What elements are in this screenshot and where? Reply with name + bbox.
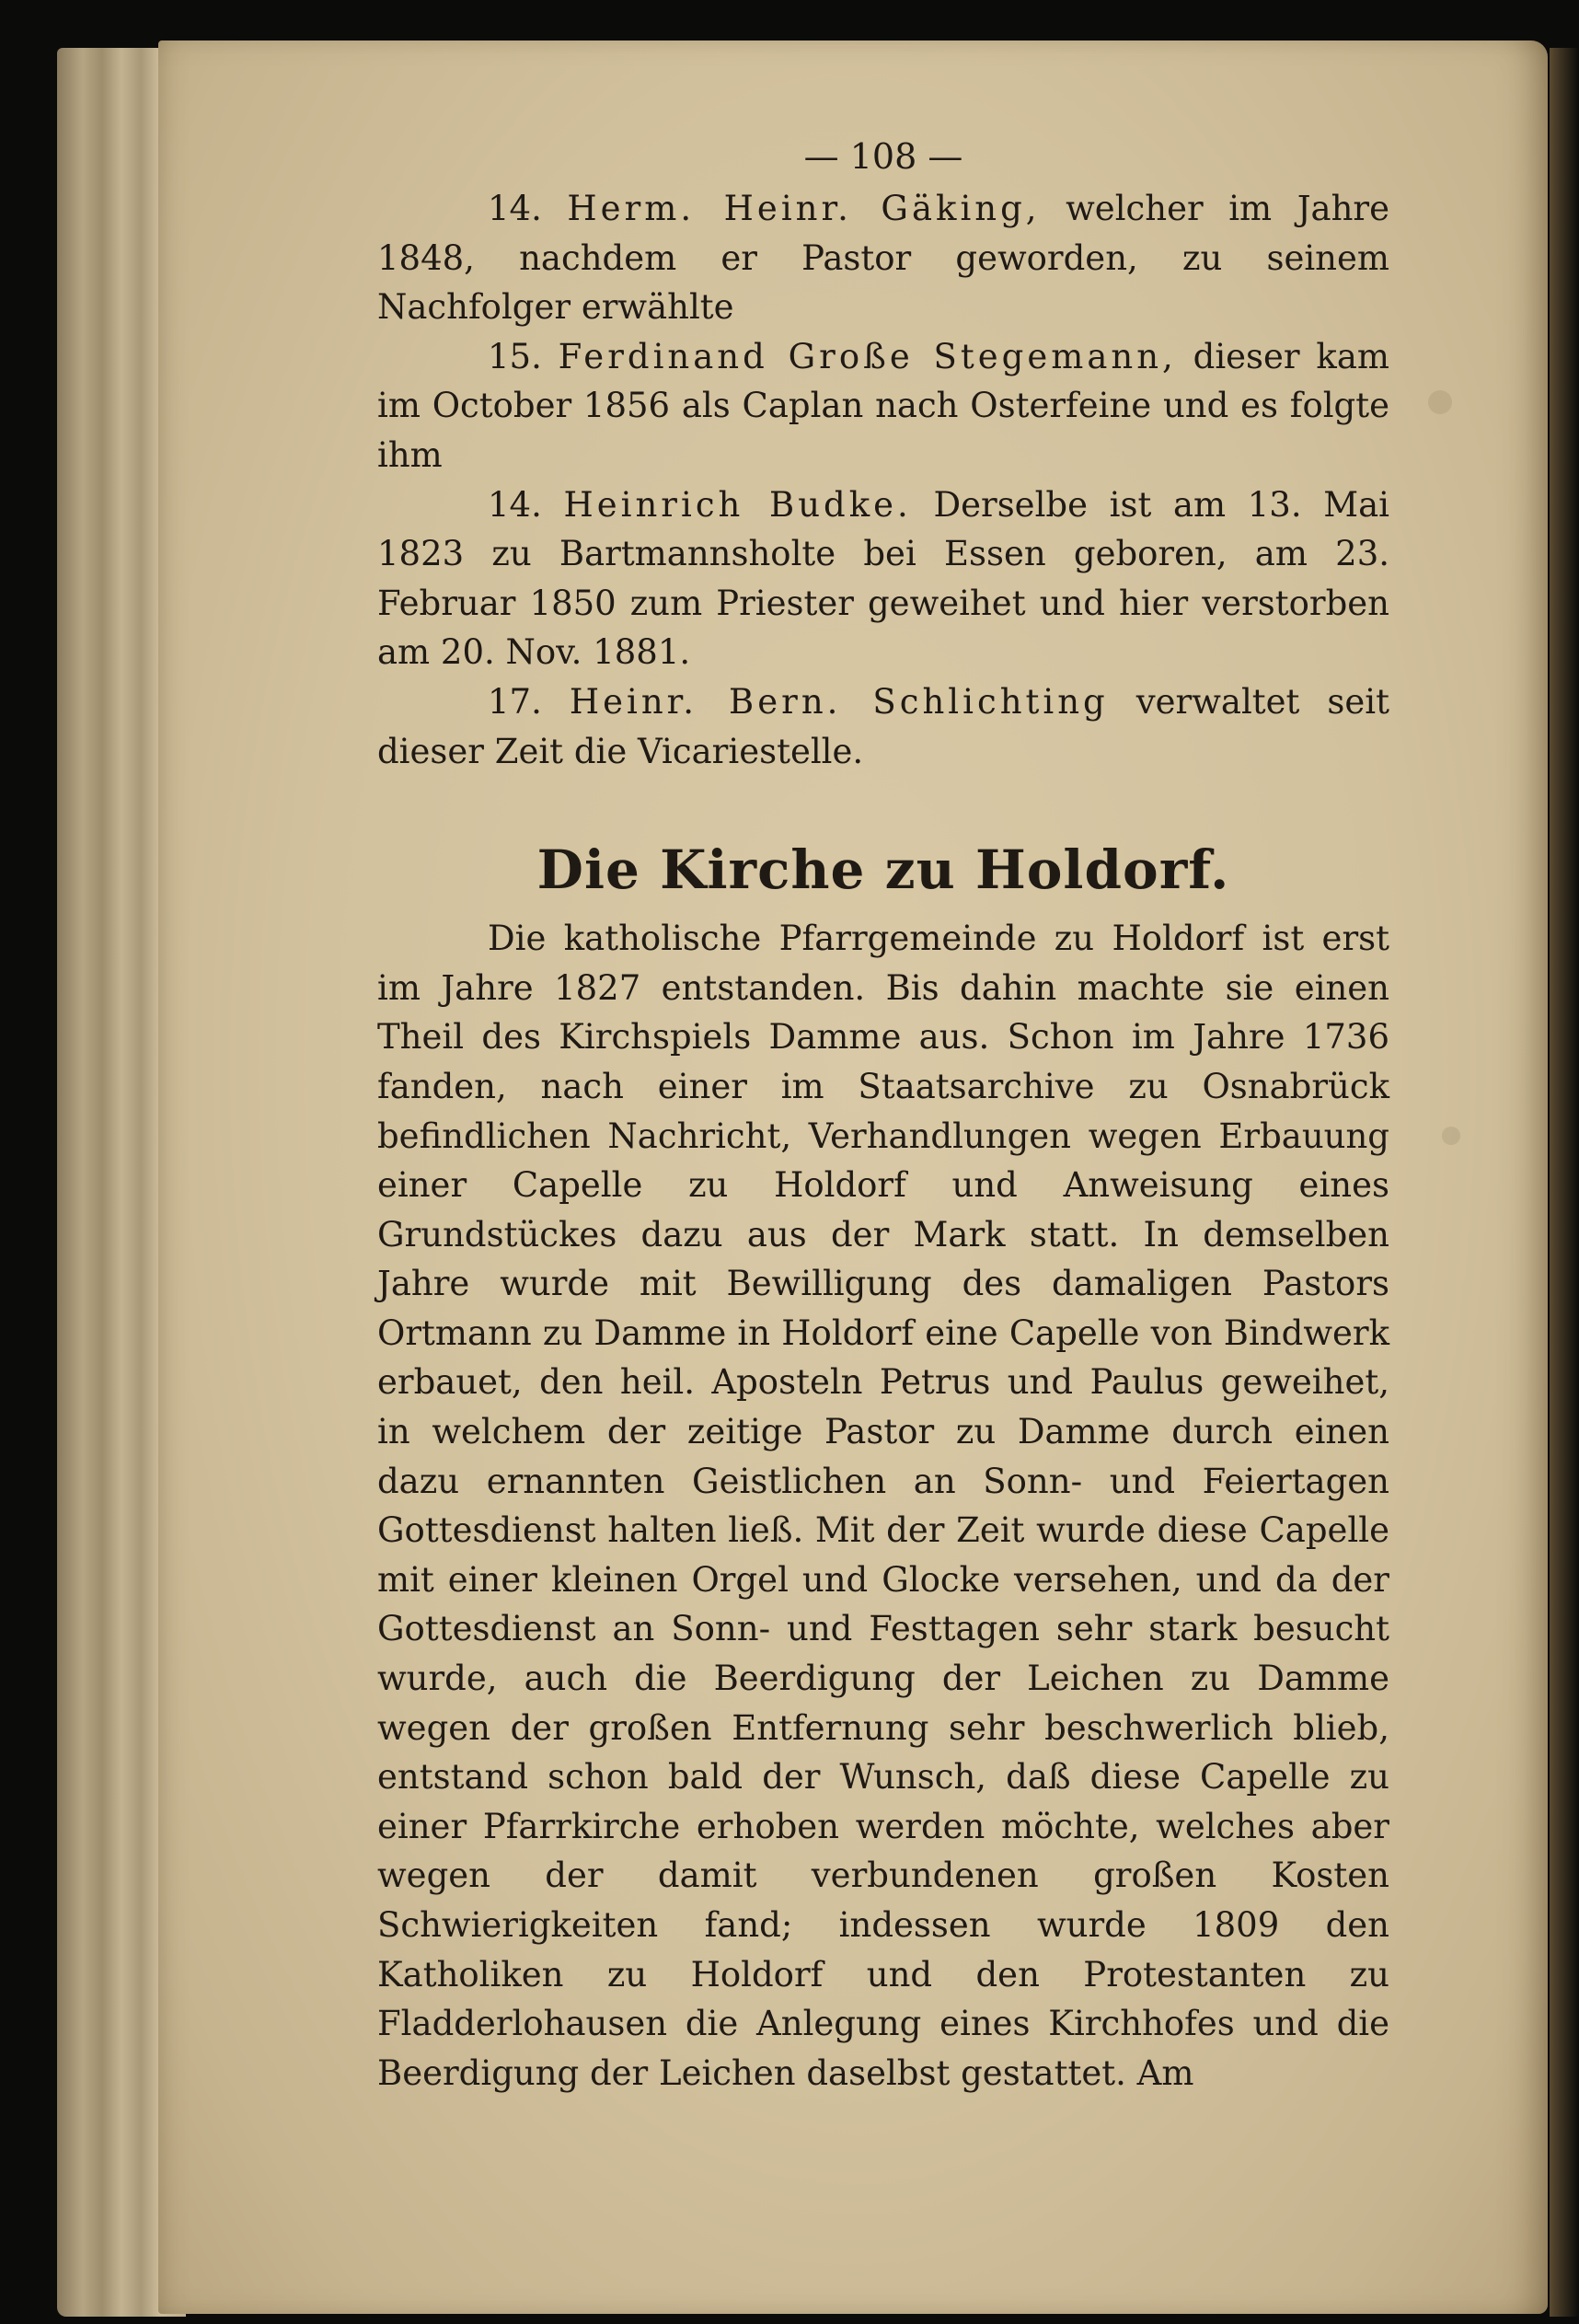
- list-item: [377, 184, 1389, 332]
- entry-name: Heinr. Bern. Schlichting: [569, 681, 1109, 722]
- paper-stain: [1442, 1127, 1460, 1145]
- entry-name: Ferdinand Große Stegemann,: [558, 336, 1177, 376]
- entry-number: 17.: [488, 681, 570, 722]
- entry-name: Herm. Heinr. Gäking,: [567, 189, 1041, 228]
- section-heading: Die Kirche zu Holdorf.: [536, 838, 1230, 902]
- book-gutter: [1550, 48, 1579, 2317]
- entry-text: welcher im Jahre 1848, nachdem er Pastor geworden, zu seinem Nachfolger erwählte: [377, 189, 1390, 328]
- entry-name: Heinrich Budke.: [563, 484, 912, 525]
- page-text: [377, 129, 1389, 2098]
- paper-stain: [1428, 390, 1452, 414]
- entry-text: Derselbe ist am 13. Mai 1823 zu Bartmannsholte bei Essen geboren, am 23. Februar 1850 zum Priester geweihet und hier verstorben am 20. Nov. 1881.: [377, 484, 1389, 673]
- page-number: — 108 —: [803, 136, 963, 177]
- entry-number: 14.: [488, 189, 568, 228]
- list-item: [377, 677, 1389, 776]
- body-paragraph: Die katholische Pfarrgemeinde zu Holdorf ist erst im Jahre 1827 entstanden. Bis dahin machte sie einen Theil des Kirchspiels Damme aus. Schon im Jahre 1736 fanden, nach einer im Staatsarchive zu Osnabrück befindlichen Nachricht, Verhandlungen wegen Erbauung einer Capelle zu Holdorf und Anweisung eines Grundstückes dazu aus der Mark statt. In demselben Jahre wurde mit Bewilligung des damaligen Pastors Ortmann zu Damme in Holdorf eine Capelle von Bindwerk erbauet, den heil. Aposteln Petrus und Paulus geweihet, in welchem der zeitige Pastor zu Damme durch einen dazu ernannten Geistlichen an Sonn- und Feiertagen Gottesdienst halten ließ. Mit der Zeit wurde diese Capelle mit einer kleinen Orgel und Glocke versehen, und da der Gottesdienst an Sonn- und Festtagen sehr stark besucht wurde, auch die Beerdigung der Leichen zu Damme wegen der großen Entfernung sehr beschwerlich blieb, entstand schon bald der Wunsch, daß diese Capelle zu einer Pfarrkirche erhoben werden möchte, welches aber wegen der damit verbundenen großen Kosten Schwierigkeiten fand; indessen wurde 1809 den Katholiken zu Holdorf und den Protestanten zu Fladderlohausen die Anlegung eines Kirchhofes und die Beerdigung der Leichen daselbst gestattet. Am: [377, 919, 1389, 2093]
- entry-text: dieser kam im October 1856 als Caplan nach Osterfeine und es folgte ihm: [377, 336, 1389, 475]
- entry-text: verwaltet seit dieser Zeit die Vicariestelle.: [377, 681, 1390, 771]
- list-item: [377, 332, 1389, 480]
- list-item: [377, 480, 1389, 677]
- entry-number: 15.: [488, 336, 559, 376]
- entry-number: 14.: [488, 484, 564, 525]
